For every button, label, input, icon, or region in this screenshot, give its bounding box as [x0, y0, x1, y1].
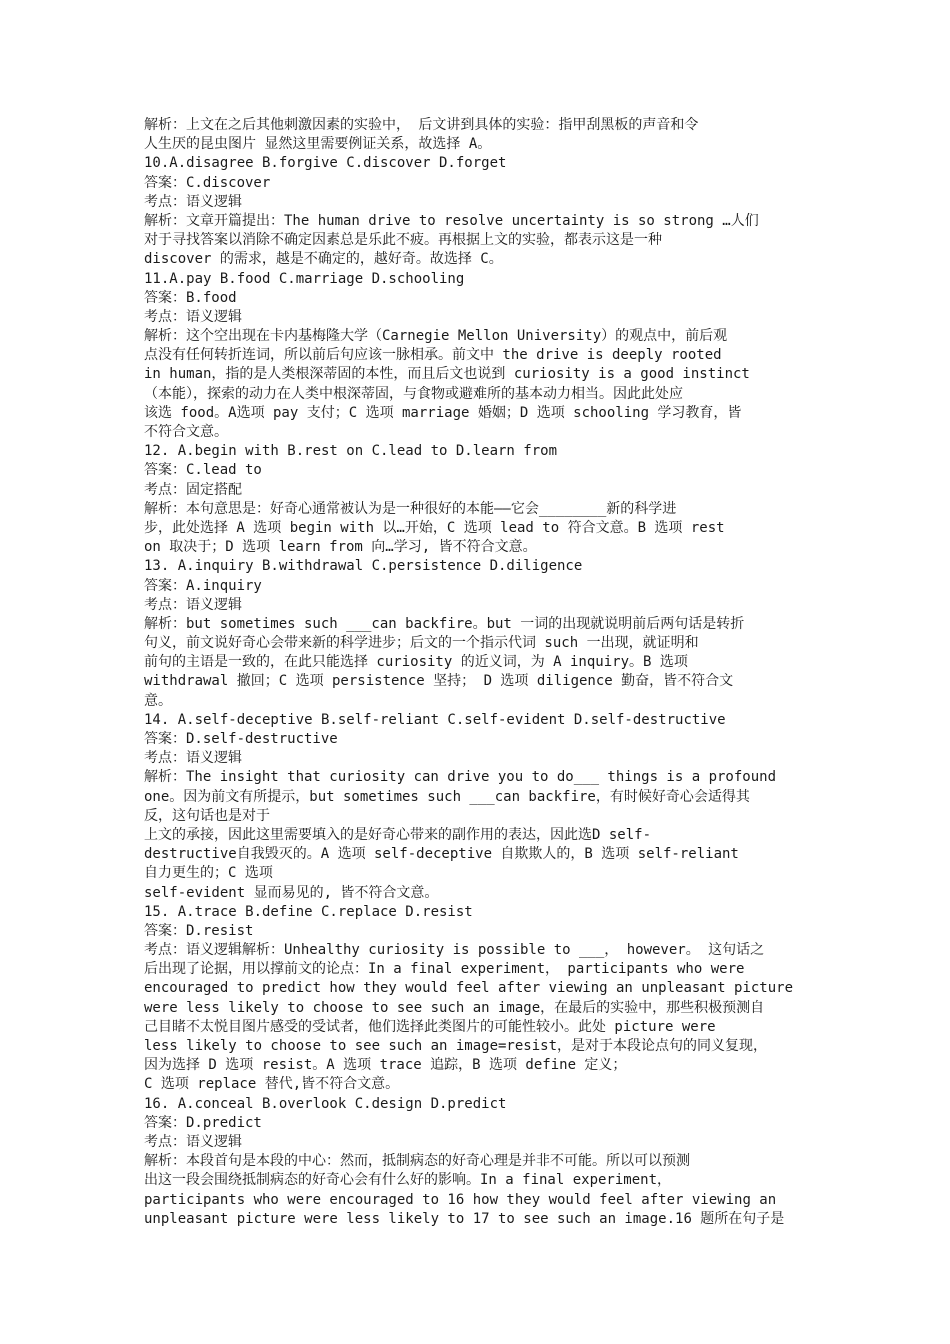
text-line: destructive自我毁灭的。A 选项 self-deceptive 自欺欺人的，B 选项 self-reliant [144, 846, 739, 863]
text-line: 句义，前文说好奇心会带来新的科学进步；后文的一个指示代词 such 一出现，就证明和 [144, 635, 699, 652]
text-line: 答案：D.resist [144, 922, 254, 939]
text-line: 考点：语义逻辑 [144, 750, 242, 767]
text-line: 解析：but sometimes such ___can backfire。but 一词的出现就说明前后两句话是转折 [144, 615, 745, 632]
text-line: 意。 [144, 692, 172, 709]
text-line: 考点：固定搭配 [144, 481, 242, 498]
text-line: 该选 food。A选项 pay 支付；C 选项 marriage 婚姻；D 选项 schooling 学习教育，皆 [144, 404, 742, 421]
text-line: 答案：C.lead to [144, 462, 262, 479]
text-line: on 取决于；D 选项 learn from 向…学习, 皆不符合文意。 [144, 539, 537, 556]
text-line: 考点：语义逻辑解析：Unhealthy curiosity is possible to ___， however。 这句话之 [144, 942, 765, 959]
text-line: 13. A.inquiry B.withdrawal C.persistence D.diligence [144, 558, 583, 575]
text-line: 答案：A.inquiry [144, 577, 262, 594]
text-line: （本能），探索的动力在人类中根深蒂固，与食物或避难所的基本动力相当。因此此处应 [144, 385, 683, 402]
text-line: discover 的需求，越是不确定的，越好奇。故选择 C。 [144, 251, 503, 268]
text-line: unpleasant picture were less likely to 17 to see such an image.16 题所在句子是 [144, 1210, 785, 1227]
text-line: one。因为前文有所提示，but sometimes such ___can backfire，有时候好奇心会适得其 [144, 788, 750, 805]
text-line: C 选项 replace 替代,皆不符合文意。 [144, 1076, 400, 1093]
text-line: less likely to choose to see such an image=resist，是对于本段论点句的同义复现， [144, 1038, 768, 1054]
text-line: 考点：语义逻辑 [144, 308, 242, 325]
text-line: withdrawal 撤回；C 选项 persistence 坚持； D 选项 diligence 勤奋，皆不符合文 [144, 673, 734, 690]
text-line: 16. A.conceal B.overlook C.design D.predict [144, 1095, 507, 1112]
text-line: 解析：本句意思是：好奇心通常被认为是一种很好的本能——它会________新的科学进 [144, 500, 677, 517]
text-line: 10.A.disagree B.forgive C.discover D.forget [144, 155, 507, 172]
text-line: 考点：语义逻辑 [144, 1133, 242, 1150]
text-line: 解析：上文在之后其他刺激因素的实验中， 后文讲到具体的实验：指甲刮黑板的声音和令 [144, 117, 699, 133]
document-body [144, 116, 808, 1229]
text-line: 因为选择 D 选项 resist。A 选项 trace 追踪，B 选项 define 定义； [144, 1057, 627, 1074]
text-line: 出这一段会围绕抵制病态的好奇心会有什么好的影响。In a final experiment， [144, 1172, 672, 1189]
text-line: 己目睹不太悦目图片感受的受试者，他们选择此类图片的可能性较小。此处 picture were [144, 1018, 716, 1035]
text-line: 解析：这个空出现在卡内基梅隆大学（Carnegie Mellon University）的观点中，前后观 [144, 328, 728, 345]
text-line: 解析：The insight that curiosity can drive you to do___ things is a profound [144, 769, 777, 786]
text-line: 考点：语义逻辑 [144, 596, 242, 613]
text-line: 答案：B.food [144, 289, 237, 306]
text-line: 点没有任何转折连词，所以前后句应该一脉相承。前文中 the drive is deeply rooted [144, 347, 722, 364]
text-line: 11.A.pay B.food C.marriage D.schooling [144, 270, 465, 287]
text-line: 自力更生的；C 选项 [144, 865, 273, 882]
text-line: were less likely to choose to see such an image，在最后的实验中，那些积极预测自 [144, 999, 765, 1016]
text-line: 后出现了论据，用以撑前文的论点：In a final experiment， participants who were [144, 961, 745, 978]
text-line: 考点：语义逻辑 [144, 193, 242, 210]
text-line: 12. A.begin with B.rest on C.lead to D.learn from [144, 443, 558, 460]
text-line: 解析：本段首句是本段的中心：然而，抵制病态的好奇心理是并非不可能。所以可以预测 [144, 1153, 690, 1170]
text-line: 人生厌的昆虫图片 显然这里需要例证关系，故选择 A。 [144, 136, 492, 153]
text-line: 对于寻找答案以消除不确定因素总是乐此不疲。再根据上文的实验，都表示这是一种 [144, 232, 662, 249]
text-line: 上文的承接，因此这里需要填入的是好奇心带来的副作用的表达，因此选D self- [144, 826, 651, 843]
text-line: 前句的主语是一致的，在此只能选择 curiosity 的近义词，为 A inquiry。B 选项 [144, 654, 688, 671]
text-line: 反，这句话也是对于 [144, 807, 270, 824]
text-line: 14. A.self-deceptive B.self-reliant C.self-evident D.self-destructive [144, 711, 726, 728]
text-line: 答案：D.predict [144, 1114, 262, 1131]
text-line: 不符合文意。 [144, 424, 228, 440]
text-line: 15. A.trace B.define C.replace D.resist [144, 903, 473, 920]
text-line: 步，此处选择 A 选项 begin with 以…开始，C 选项 lead to 符合文意。B 选项 rest [144, 519, 725, 536]
text-line: 解析：文章开篇提出：The human drive to resolve uncertainty is so strong …人们 [144, 212, 759, 229]
text-line: participants who were encouraged to 16 how they would feel after viewing an [144, 1191, 777, 1208]
text-line: self-evident 显而易见的, 皆不符合文意。 [144, 884, 439, 901]
text-line: encouraged to predict how they would feel after viewing an unpleasant picture [144, 980, 794, 997]
text-line: 答案：C.discover [144, 174, 271, 191]
text-line: in human，指的是人类根深蒂固的本性，而且后文也说到 curiosity is a good instinct [144, 366, 750, 383]
text-line: 答案：D.self-destructive [144, 731, 338, 747]
